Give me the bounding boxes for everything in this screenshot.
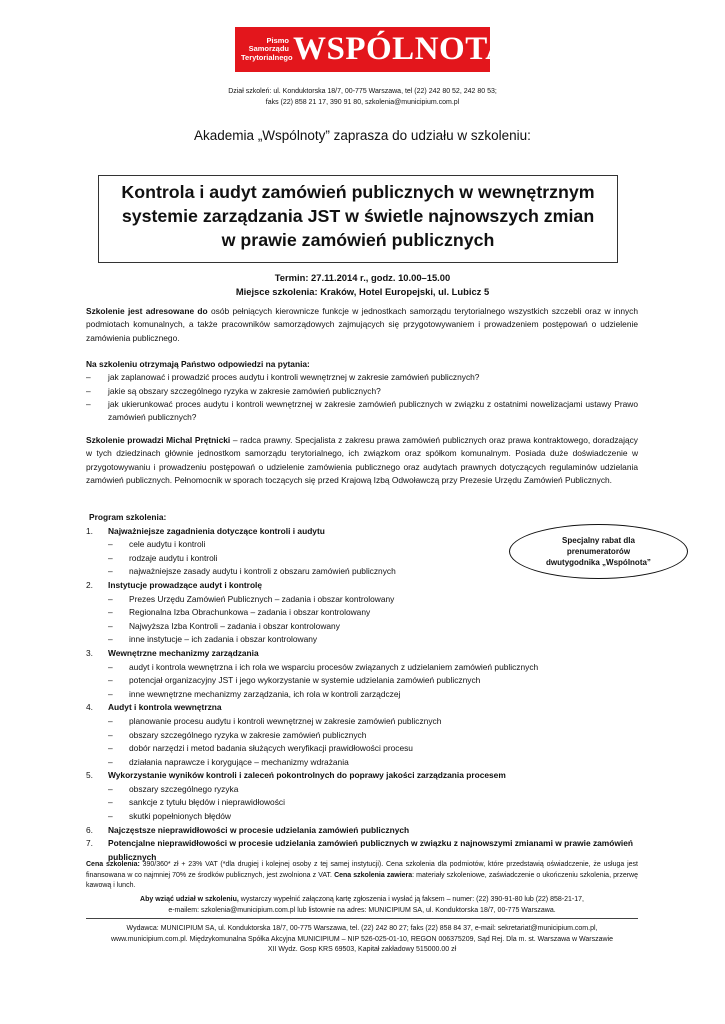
questions-list (86, 358, 638, 424)
program-subitem: – obszary szczególnego ryzyka (108, 783, 239, 794)
program-item: 5. Wykorzystanie wyników kontroli i zaleceń pokontrolnych do poprawy jakości zarządzania procesem (86, 770, 506, 781)
list-item: – jak ukierunkować proces audytu i kontroli wewnętrznej w zakresie zamówień publicznych w związku z ostatnimi nowelizacjami ustawy Prawo zamówień publicznych? (86, 398, 638, 423)
program-subitem: – rodzaje audytu i kontroli (108, 552, 218, 563)
training-location: Miejsce szkolenia: Kraków, Hotel Europejski, ul. Lubicz 5 (235, 286, 490, 297)
list-item: – jak zaplanować i prowadzić proces audytu i kontroli wewnętrznej w zakresie zamówień publicznych? (86, 372, 480, 383)
program-subitem: – dobór narzędzi i metod badania służących weryfikacji prawidłowości procesu (108, 743, 413, 754)
program-item: 7. Potencjalne nieprawidłowości w procesie udzielania zamówień publicznych w związku z najnowszymi zmianami w prawie zamówień publicznych (86, 838, 633, 862)
logo-subtitle: Pismo Samorządu Terytorialnego (241, 35, 293, 62)
program-subitem: – skutki popełnionych błędów (108, 811, 231, 822)
publisher-footer: Wydawca: MUNICIPIUM SA, ul. Konduktorska 18/7, 00-775 Warszawa, tel. (22) 242 80 27; faks (22) 858 84 37, e-mail: sekretariat@municipium.com.pl, www.municipium.com.pl. Międzykomunalna Spółka Akcyjna MUNICIPIUM – NIP 526-025-01-10, REGON 006375209, Sąd Rej. Dla m. st. Warszawa w Warszawie XII Wydz. Gosp KRS 69503, Kapitał zakładowy 515000.00 zł (111, 925, 613, 954)
program-item: 6. Najczęstsze nieprawidłowości w procesie udzielania zamówień publicznych (86, 824, 410, 835)
program-subitem: – obszary szczególnego ryzyka w zakresie zamówień publicznych (108, 729, 367, 740)
program-item: 4. Audyt i kontrola wewnętrzna (86, 702, 222, 713)
program-subitem: – cele audytu i kontroli (108, 539, 206, 550)
price-paragraph: Cena szkolenia: 390/360* zł + 23% VAT (*dla drugiej i kolejnej osoby z tej samej instytucji). Cena szkolenia dla podmiotów, które przedstawią oświadczenie, że usługa jest finansowana w co najmniej 70% ze środków publicznych, jest zwolniona z VAT. Cena szkolenia zawiera: materiały szkoleniowe, zaświadczenie o ukończeniu szkolenia, przerwę kawową i lunch. (86, 861, 638, 890)
training-date: Termin: 27.11.2014 r., godz. 10.00–15.00 (274, 272, 451, 283)
department-contact: Dział szkoleń: ul. Konduktorska 18/7, 00-775 Warszawa, tel (22) 242 80 52, 242 80 53; faks (22) 858 21 17, 390 91 80, szkolenia@municipium.com.pl (228, 88, 497, 106)
registration-info: Aby wziąć udział w szkoleniu, wystarczy wypełnić załączoną kartę zgłoszenia i wysłać ją faksem – numer: (22) 390-91-80 lub (22) 858-21-17, e-mailem: szkolenia@municipium.com.pl lub listownie na adres: MUNICIPIUM SA, ul. Konduktorska 18/7, 00-775 Warszawa. (140, 896, 584, 914)
trainer-paragraph: Szkolenie prowadzi Michal Prętnicki – radca prawny. Specjalista z zakresu prawa zamówień publicznych oraz prawa kontraktowego, doradzający w tych dziedzinach głównie jednostkom samorządu terytorialnego, ich związkom oraz spółkom komunalnym. Posiada duże doświadczenie w przygotowywaniu i prowadzeniu postępowań o udzielenie zamówienia publicznego oraz audytach prawnych dotyczących regulaminów udzielania zamówień publicznych. Pełnomocnik w sporach toczących się przed Krajową Izbą Odwoławczą przy Prezesie Urzędu Zamówień Publicznych. (86, 435, 638, 485)
program-subitem: – sankcje z tytułu błędów i nieprawidłowości (108, 797, 285, 808)
program-heading: Program szkolenia: (89, 512, 167, 522)
program-item: 1. Najważniejsze zagadnienia dotyczące kontroli i audytu (86, 525, 325, 536)
program-subitem: – działania naprawcze i korygujące – mechanizmy wdrażania (108, 756, 349, 767)
discount-badge: Specjalny rabat dla prenumeratorów dwutygodnika „Wspólnota” (509, 524, 688, 579)
intro-text: Akademia „Wspólnoty” zaprasza do udziału w szkoleniu: (194, 128, 531, 143)
program-item: 2. Instytucje prowadzące audyt i kontrolę (86, 579, 263, 590)
program-subitem: – potencjał organizacyjny JST i jego wykorzystanie w systemie udzielania zamówień publicznych (108, 675, 481, 686)
training-title: Kontrola i audyt zamówień publicznych w wewnętrznym systemie zarządzania JST w świetle najnowszych zmian w prawie zamówień publicznych (98, 175, 618, 263)
program-item: 3. Wewnętrzne mechanizmy zarządzania (86, 647, 259, 658)
program-subitem: – najważniejsze zasady audytu i kontroli z obszaru zamówień publicznych (108, 566, 396, 577)
program-subitem: – inne instytucje – ich zadania i obszar kontrolowany (108, 634, 318, 645)
program-subitem: – inne wewnętrzne mechanizmy zarządzania, ich rola w kontroli zarządczej (108, 688, 401, 699)
logo-title: WSPÓLNOTA (293, 31, 510, 67)
program-subitem: – planowanie procesu audytu i kontroli wewnętrznej w zakresie zamówień publicznych (108, 715, 442, 726)
training-meta (0, 271, 725, 299)
program-subitem: – Najwyższa Izba Kontroli – zadania i obszar kontrolowany (108, 620, 340, 631)
questions-heading: Na szkoleniu otrzymają Państwo odpowiedzi na pytania: (86, 359, 310, 369)
logo-wspolnota (235, 27, 510, 72)
program-subitem: – audyt i kontrola wewnętrzna i ich rola we wsparciu procesów związanych z udzielaniem zamówień publicznych (108, 661, 539, 672)
audience-paragraph: Szkolenie jest adresowane do osób pełniących kierownicze funkcje w jednostkach samorządu terytorialnego wszystkich szczebli oraz w innych podmiotach komunalnych, a także pracowników samorządowych zajmujących się przygotowywaniem i prowadzeniem postępowań o udzielenie zamówienia publicznego. (86, 306, 639, 343)
footer-divider (86, 918, 638, 919)
list-item: – jakie są obszary szczególnego ryzyka w zakresie zamówień publicznych? (86, 385, 381, 396)
program-subitem: – Regionalna Izba Obrachunkowa – zadania i obszar kontrolowany (108, 607, 371, 618)
program-subitem: – Prezes Urzędu Zamówień Publicznych – zadania i obszar kontrolowany (108, 593, 395, 604)
